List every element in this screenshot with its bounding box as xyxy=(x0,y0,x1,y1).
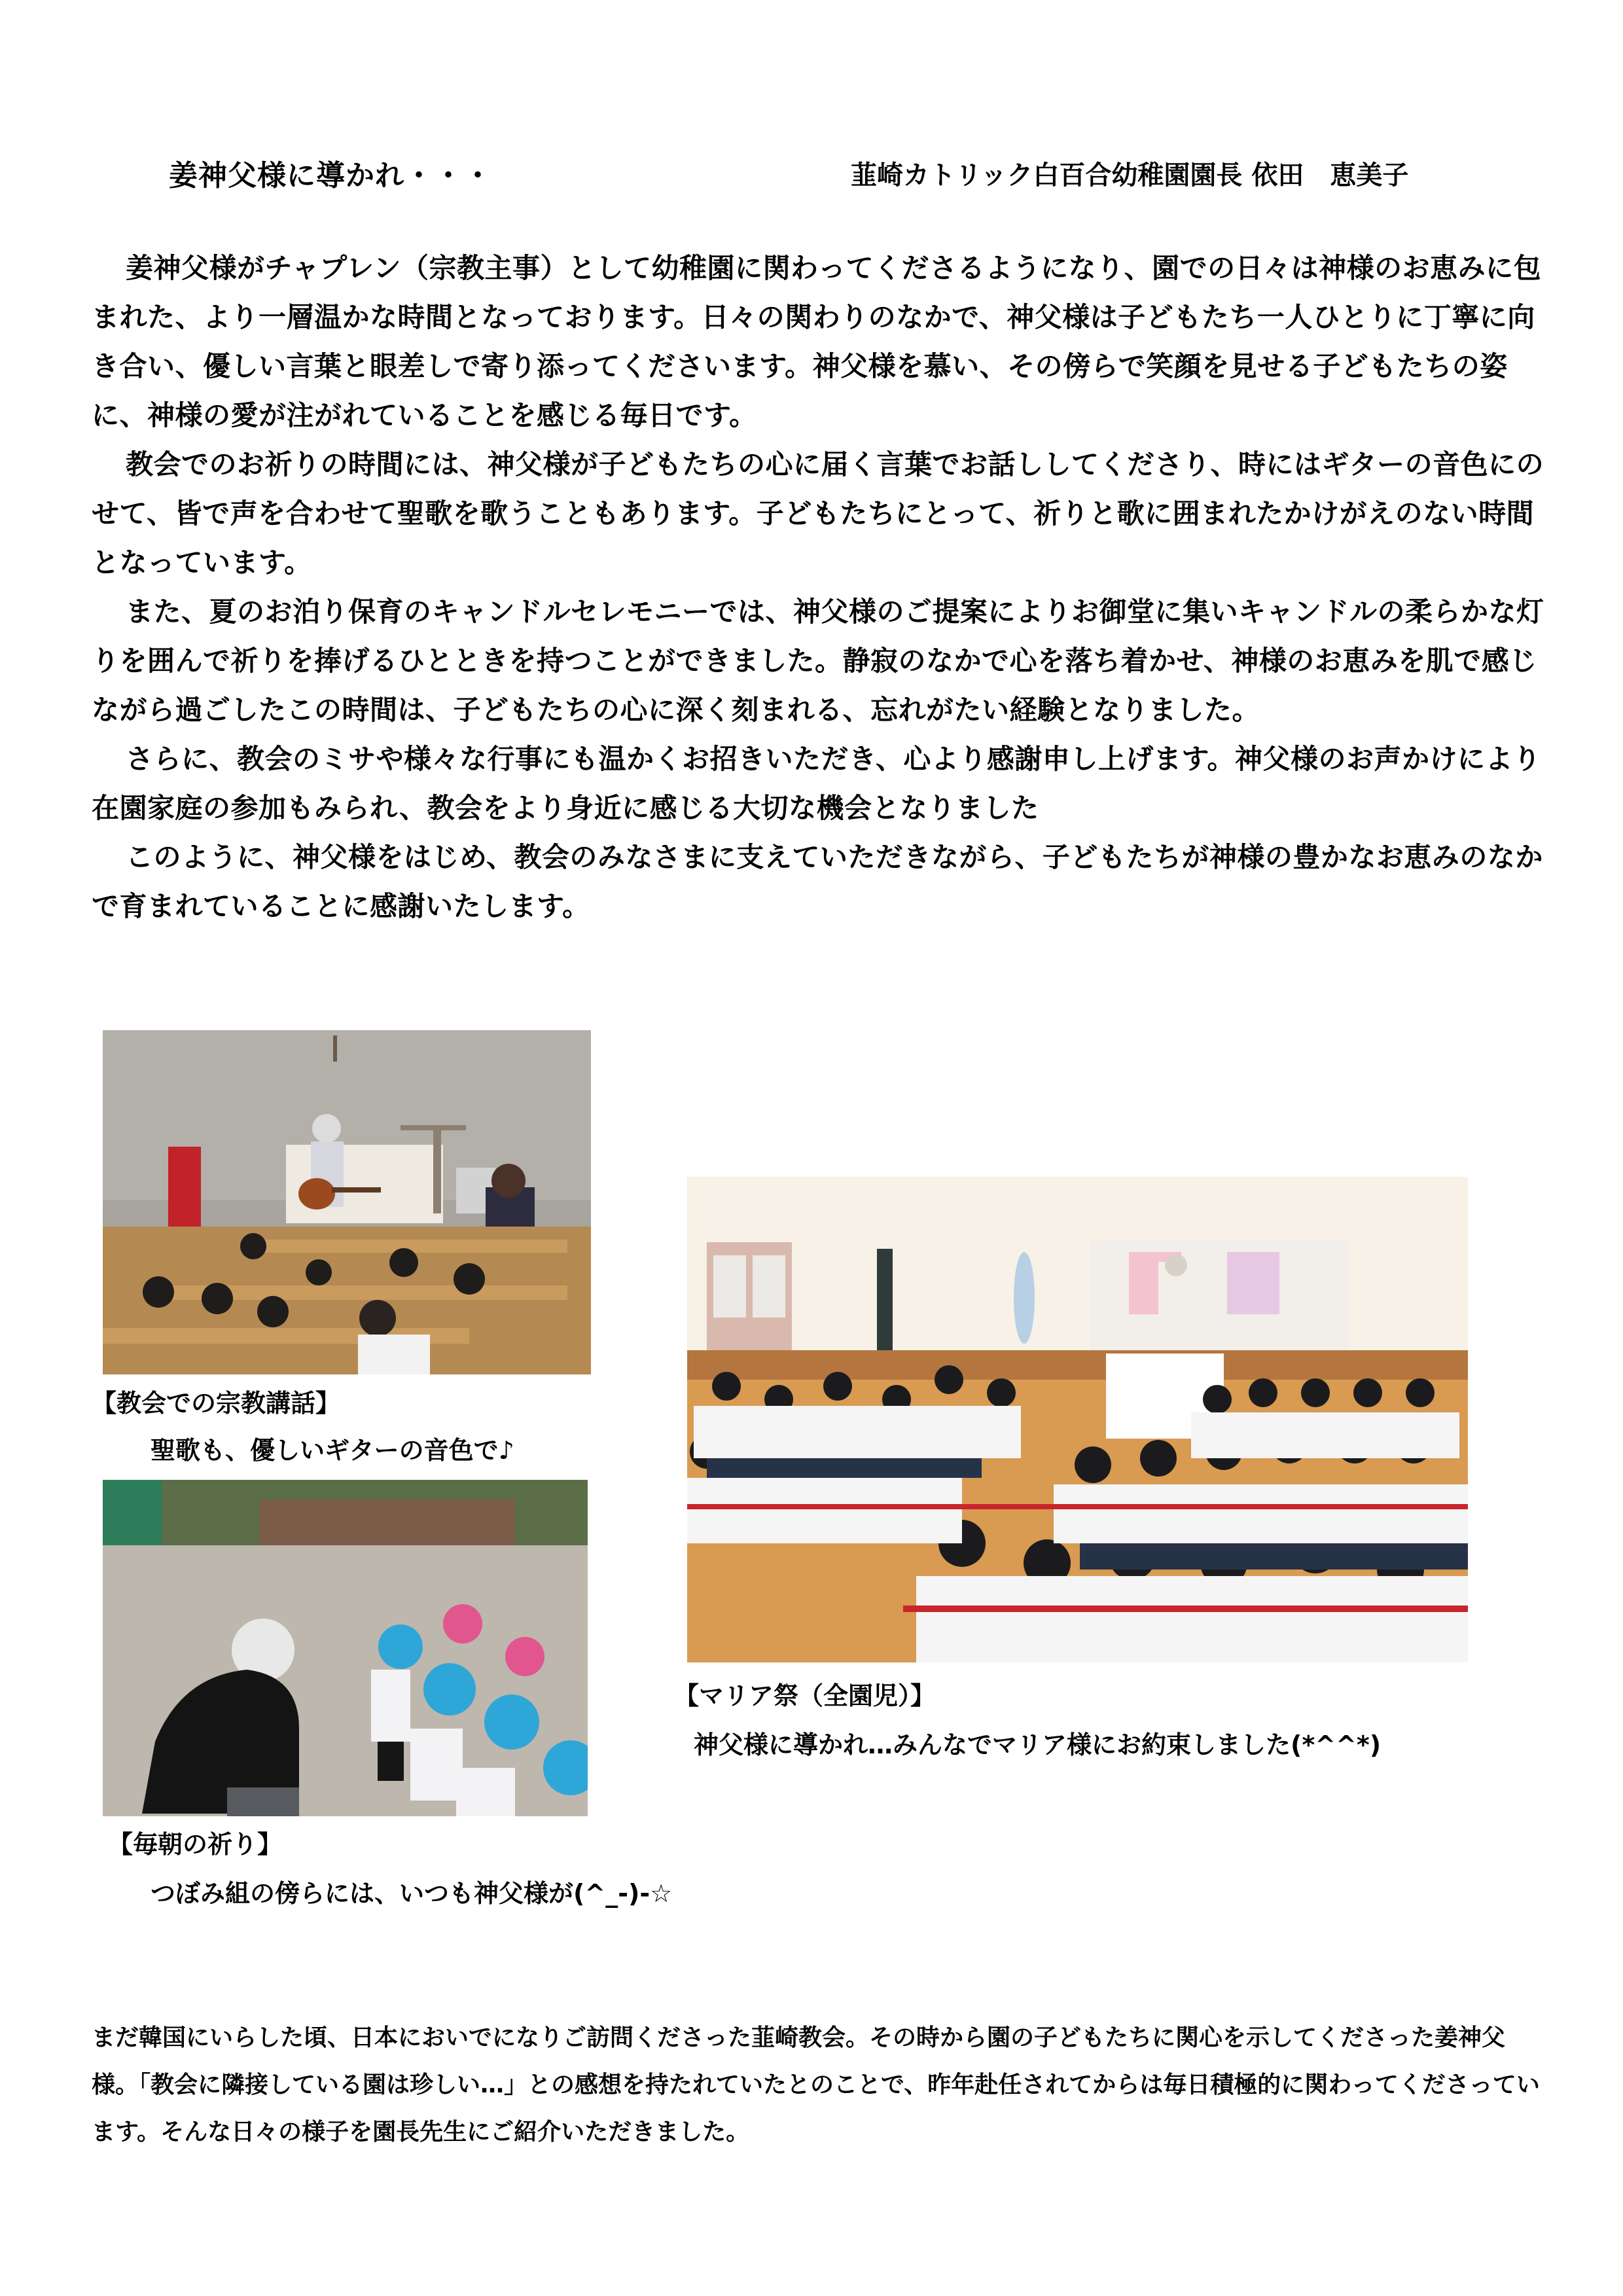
caption-title-mary-festival: 【マリア祭（全園児）】 xyxy=(674,1681,936,1710)
body-paragraph: また、夏のお泊り保育のキャンドルセレモニーでは、神父様のご提案によりお御堂に集いキャンドルの柔らかな灯りを囲んで祈りを捧げるひとときを持つことができました。静寂のなかで心を落ち着かせ、神様のお恵みを肌で感じながら過ごしたこの時間は、子どもたちの心に深く刻まれる、忘れがたい経験となりました。 xyxy=(92,596,1544,726)
author-line: 韮崎カトリック白百合幼稚園園長 依田 恵美子 xyxy=(851,160,1409,190)
caption-title-church-talk: 【教会での宗教講話】 xyxy=(92,1389,341,1418)
body-paragraph: さらに、教会のミサや様々な行事にも温かくお招きいただき、心より感謝申し上げます。神父様のお声かけにより在園家庭の参加もみられ、教会をより身近に感じる大切な機会となりました xyxy=(92,743,1541,824)
body-paragraph: 姜神父様がチャプレン（宗教主事）として幼稚園に関わってくださるようになり、園での日々は神様のお恵みに包まれた、より一層温かな時間となっております。日々の関わりのなかで、神父様は子どもたち一人ひとりに丁寧に向き合い、優しい言葉と眼差しで寄り添ってくださいます。神父様を慕い、その傍らで笑顔を見せる子どもたちの姿に、神様の愛が注がれていることを感じる毎日です。 xyxy=(92,252,1542,431)
body-paragraph: 教会でのお祈りの時間には、神父様が子どもたちの心に届く言葉でお話ししてくださり、時にはギターの音色にのせて、皆で声を合わせて聖歌を歌うこともあります。子どもたちにとって、祈りと歌に囲まれたかけがえのない時間となっています。 xyxy=(92,448,1544,579)
caption-title-morning-prayer: 【毎朝の祈り】 xyxy=(108,1830,283,1859)
article-title: 姜神父様に導かれ・・・ xyxy=(169,159,493,192)
editor-note: まだ韓国にいらした頃、日本においでになりご訪問くださった韮崎教会。その時から園の子どもたちに関心を示してくださった姜神父様。「教会に隣接している園は珍しい…」との感想を持たれていたとのことで、昨年赴任されてからは毎日積極的に関わってくださっています。そんな日々の様子を園長先生にご紹介いただきました。 xyxy=(92,2024,1540,2145)
photo-morning-prayer xyxy=(103,1480,588,1816)
article-body xyxy=(92,243,1544,931)
caption-sub-church-talk: 聖歌も、優しいギターの音色で♪ xyxy=(151,1436,514,1465)
caption-sub-morning-prayer: つぼみ組の傍らには、いつも神父様が(^_-)-☆ xyxy=(151,1879,673,1908)
body-paragraph: このように、神父様をはじめ、教会のみなさまに支えていただきながら、子どもたちが神様の豊かなお恵みのなかで育まれていることに感謝いたします。 xyxy=(92,841,1543,922)
caption-sub-mary-festival: 神父様に導かれ…みんなでマリア様にお約束しました(*^^*) xyxy=(694,1731,1382,1759)
photo-mary-festival xyxy=(687,1177,1468,1662)
photo-church-talk xyxy=(103,1030,591,1374)
